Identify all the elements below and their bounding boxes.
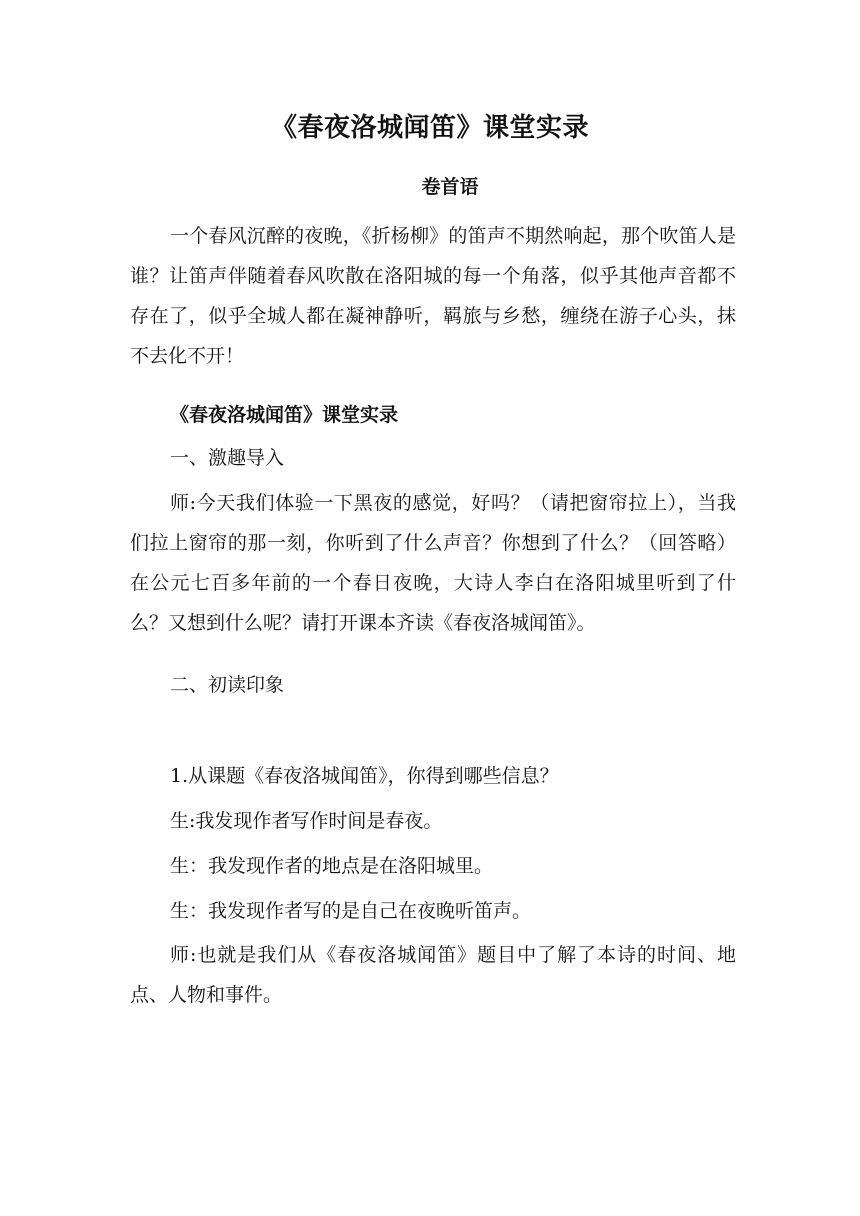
question-line: 1.从课题《春夜洛城闻笛》，你得到哪些信息？ xyxy=(170,765,559,787)
teacher-summary-paragraph: 师:也就是我们从《春夜洛城闻笛》题目中了解了本诗的时间、地点、人物和事件。 xyxy=(130,944,736,1006)
student-answer-2: 生：我发现作者的地点是在洛阳城里。 xyxy=(170,855,494,877)
section-one-heading: 一、激趣导入 xyxy=(170,447,285,469)
section-heading: 《春夜洛城闻笛》课堂实录 xyxy=(170,404,399,426)
student-answer-1: 生:我发现作者写作时间是春夜。 xyxy=(170,810,443,832)
section-two-heading: 二、初读印象 xyxy=(170,674,285,696)
student-answer-3: 生：我发现作者写的是自己在夜晚听笛声。 xyxy=(170,900,532,922)
document-subtitle: 卷首语 xyxy=(421,176,479,198)
teacher-introduction-paragraph: 师:今天我们体验一下黑夜的感觉，好吗？（请把窗帘拉上），当我们拉上窗帘的那一刻，你听到了什么声音？你想到了什么？（回答略）在公元七百多年前的一个春日夜晚，大诗人李白在洛阳城里听到了什么？又想到什么呢？请打开课本齐读《春夜洛城闻笛》。 xyxy=(130,492,736,634)
document-title: 《春夜洛城闻笛》课堂实录 xyxy=(270,113,589,143)
intro-paragraph: 一个春风沉醉的夜晚，《折杨柳》的笛声不期然响起，那个吹笛人是谁？让笛声伴随着春风吹散在洛阳城的每一个角落，似乎其他声音都不存在了，似乎全城人都在凝神静听，羁旅与乡愁，缠绕在游子心头，抹不去化不开！ xyxy=(130,225,736,367)
